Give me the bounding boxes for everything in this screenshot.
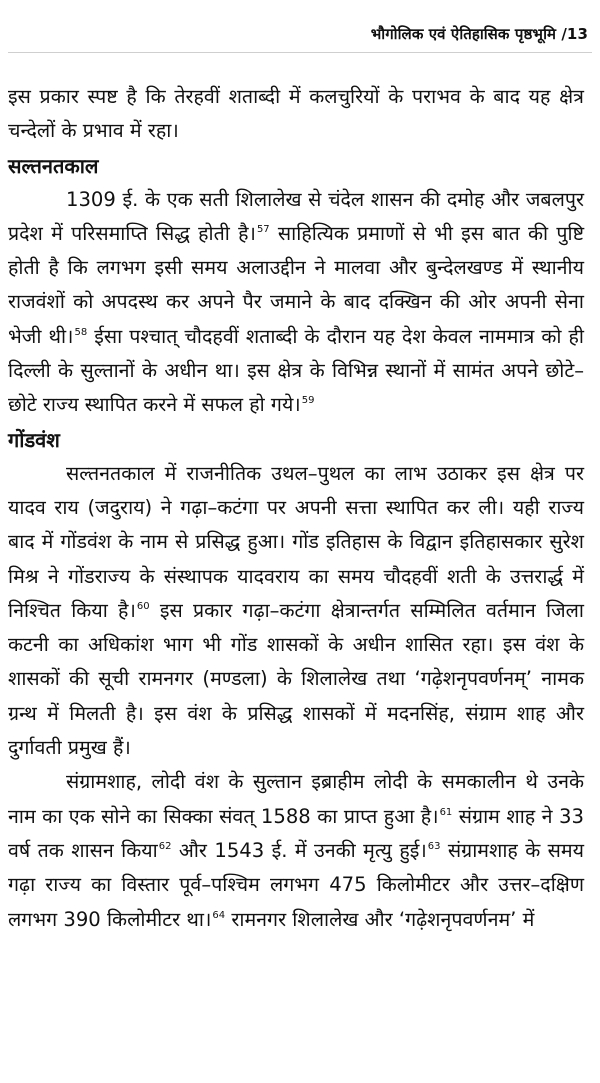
paragraph-sangram-shah xyxy=(8,765,584,936)
section-heading-sultanate: सल्तनतकाल xyxy=(8,153,99,178)
running-header: भौगोलिक एवं ऐतिहासिक पृष्ठभूमि /13 xyxy=(370,25,588,43)
section-heading-gond: गोंडवंश xyxy=(8,427,60,452)
paragraph-gond xyxy=(8,457,584,766)
text-run: 1309 ई. के एक सती शिलालेख से चंदेल शासन की दमोह और जबलपुर प्रदेश में परिसमाप्ति सिद्ध होती है। xyxy=(8,187,584,245)
text-run: संग्रामशाह, लोदी वंश के सुल्तान इब्राहीम लोदी के समकालीन थे उनके नाम का एक सोने का सिक्का संवत् 1588 का प्राप्त हुआ है। xyxy=(8,770,584,828)
text-run: साहित्यिक प्रमाणों से भी इस बात की पुष्टि होती है कि लगभग इसी समय अलाउद्दीन ने मालवा और बुन्देलखण्ड में स्थानीय राजवंशों को अपदस्थ कर अपने पैर जमाने के बाद दक्खिन की ओर अपनी सेना भेजी थी। xyxy=(8,221,585,348)
text-run: संग्राम शाह ने 33 वर्ष तक शासन किया xyxy=(8,804,584,862)
header-rule xyxy=(8,52,592,53)
footnote-ref-64[interactable]: 64 xyxy=(212,909,226,921)
text-run: इस प्रकार गढ़ा–कटंगा क्षेत्रान्तर्गत सम्मिलित वर्तमान जिला कटनी का अधिकांश भाग भी गोंड शासकों के अधीन शासित रहा। इस वंश के शासकों की सूची रामनगर (मण्डला) के शिलालेख तथा ‘गढ़ेशनृपवर्णनम्’ नामक ग्रन्थ में मिलती है। इस वंश के प्रसिद्ध शासकों में मदनसिंह, संग्राम शाह और दुर्गावती प्रमुख हैं। xyxy=(8,598,584,760)
text-run: और 1543 ई. में उनकी मृत्यु हुई। xyxy=(171,838,427,862)
paragraph-intro: इस प्रकार स्पष्ट है कि तेरहवीं शताब्दी में कलचुरियों के पराभव के बाद यह क्षेत्र चन्देलों के प्रभाव में रहा। xyxy=(8,85,584,143)
footnote-ref-57[interactable]: 57 xyxy=(256,223,270,235)
footnote-ref-61[interactable]: 61 xyxy=(439,806,453,818)
text-run: रामनगर शिलालेख और ‘गढ़ेशनृपवर्णनम’ में xyxy=(225,907,535,931)
footnote-ref-58[interactable]: 58 xyxy=(74,326,88,338)
footnote-ref-60[interactable]: 60 xyxy=(136,600,150,612)
text-run: सल्तनतकाल में राजनीतिक उथल–पुथल का लाभ उठाकर इस क्षेत्र पर यादव राय (जदुराय) ने गढ़ा–कटंगा पर अपनी सत्ता स्थापित कर ली। यही राज्य बाद में गोंडवंश के नाम से प्रसिद्ध हुआ। गोंड इतिहास के विद्वान इतिहासकार सुरेश मिश्र ने गोंडराज्य के संस्थापक यादवराय का समय चौदहवीं शती के उत्तरार्द्ध में निश्चित किया है। xyxy=(8,461,584,622)
page-content xyxy=(8,80,584,937)
text-run: ईसा पश्चात् चौदहवीं शताब्दी के दौरान यह देश केवल नाममात्र को ही दिल्ली के सुल्तानों के अधीन था। इस क्षेत्र के विभिन्न स्थानों में सामंत अपने छोटे–छोटे राज्य स्थापित करने में सफल हो गये। xyxy=(8,324,585,417)
footnote-ref-63[interactable]: 63 xyxy=(427,840,441,852)
text-run: संग्रामशाह के समय गढ़ा राज्य का विस्तार पूर्व–पश्चिम लगभग 475 किलोमीटर और उत्तर–दक्षिण लगभग 390 किलोमीटर था। xyxy=(8,838,585,931)
footnote-ref-59[interactable]: 59 xyxy=(301,395,315,407)
paragraph-sultanate xyxy=(8,183,584,423)
footnote-ref-62[interactable]: 62 xyxy=(158,840,172,852)
